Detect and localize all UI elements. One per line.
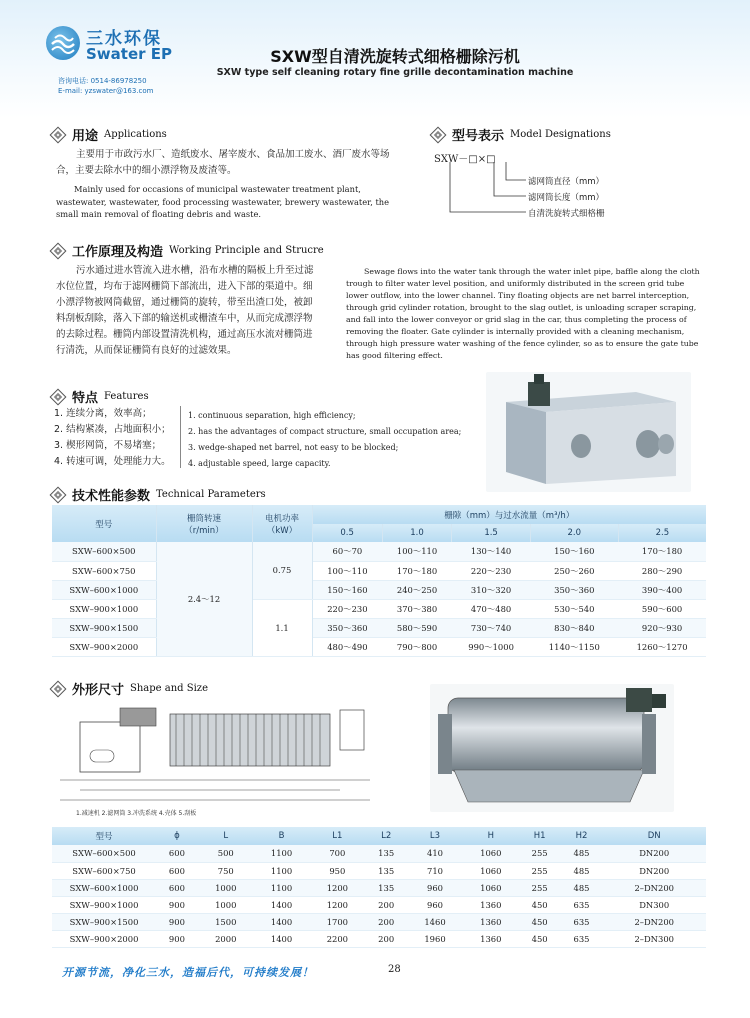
table-row [52, 879, 706, 896]
features-divider [180, 406, 182, 468]
shape-cell: 450 [519, 913, 561, 930]
tech-header-flow: 栅隙（mm）与过水流量（m³/h） [312, 505, 706, 524]
tech-cell-flow: 1260～1270 [618, 637, 706, 656]
shape-cell: 900 [156, 913, 198, 930]
table-row [52, 930, 706, 947]
model-label-diameter: 滤网筒直径（mm） [528, 177, 605, 187]
shape-cell: 2–DN300 [602, 930, 706, 947]
shape-cell: 900 [156, 896, 198, 913]
tech-cell-flow: 280～290 [618, 561, 706, 580]
diamond-bullet-icon [50, 126, 67, 143]
tech-cell-flow: 310～320 [452, 580, 531, 599]
shape-cell: 960 [407, 896, 463, 913]
shape-cell: 1960 [407, 930, 463, 947]
shape-cell: 2200 [309, 930, 365, 947]
shape-cell: 2000 [198, 930, 254, 947]
shape-cell: 635 [561, 913, 603, 930]
shape-cell: 135 [365, 845, 407, 862]
tech-cell-flow: 990～1000 [452, 637, 531, 656]
table-row [52, 580, 706, 599]
shape-cell: 1060 [463, 845, 519, 862]
shape-cell: 200 [365, 913, 407, 930]
tech-cell-model: SXW–600×500 [52, 542, 156, 561]
shape-cell: 485 [561, 879, 603, 896]
tech-cell-flow: 60～70 [312, 542, 382, 561]
shape-cell: SXW–600×750 [52, 862, 156, 879]
tech-cell-flow: 830～840 [530, 618, 618, 637]
tech-cell-flow: 370～380 [382, 599, 451, 618]
shape-cell: 750 [198, 862, 254, 879]
shape-cell: 485 [561, 845, 603, 862]
feature-item-cn: 4. 转速可调，处理能力大。 [54, 456, 171, 467]
shape-cell: 600 [156, 879, 198, 896]
tech-cell-flow: 170～180 [382, 561, 451, 580]
shape-header: L [198, 827, 254, 845]
tech-cell-model: SXW–900×1500 [52, 618, 156, 637]
tech-heading: 技术性能参数 Technical Parameters [50, 484, 266, 502]
shape-cell: 2–DN200 [602, 879, 706, 896]
diamond-bullet-icon [50, 680, 67, 697]
tech-cell-flow: 350～360 [312, 618, 382, 637]
shape-header: 型号 [52, 827, 156, 845]
tech-cell-flow: 480～490 [312, 637, 382, 656]
shape-cell: SXW–900×1000 [52, 896, 156, 913]
model-designation-lines [440, 162, 530, 222]
shape-cell: DN300 [602, 896, 706, 913]
shape-header: B [254, 827, 310, 845]
page-title-cn: SXW型自清洗旋转式细格栅除污机 [270, 47, 520, 66]
shape-cell: SXW–900×2000 [52, 930, 156, 947]
shape-cell: 700 [309, 845, 365, 862]
tech-cell-model: SXW–600×1000 [52, 580, 156, 599]
shape-cell: DN200 [602, 862, 706, 879]
shape-cell: 1000 [198, 896, 254, 913]
dimension-drawing [50, 700, 380, 812]
shape-cell: 1500 [198, 913, 254, 930]
shape-cell: 1200 [309, 896, 365, 913]
shape-cell: 1400 [254, 930, 310, 947]
feature-item-en: 2. has the advantages of compact structure, small occupation area; [188, 427, 462, 436]
logo-text-en: Swater EP [86, 45, 172, 63]
tech-parameters-table [52, 505, 706, 657]
diamond-bullet-icon [50, 388, 67, 405]
shape-cell: 485 [561, 862, 603, 879]
shape-header: DN [602, 827, 706, 845]
logo-text-cn: 三水环保 [86, 29, 162, 49]
shape-cell: 635 [561, 930, 603, 947]
feature-item-en: 3. wedge-shaped net barrel, not easy to be blocked; [188, 443, 399, 452]
shape-header: ϕ [156, 827, 198, 845]
shape-cell: 1700 [309, 913, 365, 930]
shape-cell: SXW–600×500 [52, 845, 156, 862]
tech-header-gap: 2.0 [530, 524, 618, 542]
shape-cell: 960 [407, 879, 463, 896]
contact-phone: 咨询电话: 0514-86978250 [58, 77, 147, 85]
shape-header: L3 [407, 827, 463, 845]
tech-cell-model: SXW–600×750 [52, 561, 156, 580]
shape-header: H1 [519, 827, 561, 845]
shape-cell: 255 [519, 879, 561, 896]
shape-cell: SXW–900×1500 [52, 913, 156, 930]
applications-text-cn: 主要用于市政污水厂、造纸废水、屠宰废水、食品加工废水、酒厂废水等场合，主要去除水中的细小漂浮物及废渣等。 [56, 149, 390, 176]
tech-cell-flow: 150～160 [312, 580, 382, 599]
tech-cell-flow: 580～590 [382, 618, 451, 637]
logo-emblem-icon [46, 26, 80, 60]
shape-cell: 255 [519, 862, 561, 879]
tech-cell-flow: 920～930 [618, 618, 706, 637]
tech-cell-flow: 470～480 [452, 599, 531, 618]
shape-cell: 200 [365, 930, 407, 947]
shape-cell: 2–DN200 [602, 913, 706, 930]
tech-cell-flow: 130～140 [452, 542, 531, 561]
tech-header-model: 型号 [52, 505, 156, 542]
page-number: 28 [388, 964, 401, 975]
shape-cell: 200 [365, 896, 407, 913]
shape-header: L2 [365, 827, 407, 845]
tech-cell-speed: 2.4～12 [156, 542, 252, 656]
shape-cell: 1000 [198, 879, 254, 896]
shape-cell: DN200 [602, 845, 706, 862]
applications-heading: 用途 Applications [50, 124, 167, 142]
tech-cell-flow: 530～540 [530, 599, 618, 618]
tech-header-speed: 栅筒转速 （r/min） [156, 505, 252, 542]
diamond-bullet-icon [50, 486, 67, 503]
shape-cell: 900 [156, 930, 198, 947]
tech-cell-flow: 220～230 [452, 561, 531, 580]
table-row [52, 637, 706, 656]
model-label-length: 滤网筒长度（mm） [528, 193, 605, 203]
feature-item-cn: 2. 结构紧凑，占地面积小； [54, 424, 171, 435]
shape-cell: 1100 [254, 845, 310, 862]
shape-cell: 950 [309, 862, 365, 879]
shape-cell: 710 [407, 862, 463, 879]
tech-header-gap: 2.5 [618, 524, 706, 542]
tech-cell-flow: 170～180 [618, 542, 706, 561]
shape-cell: 1060 [463, 862, 519, 879]
shape-cell: 450 [519, 930, 561, 947]
tech-header-gap: 1.0 [382, 524, 451, 542]
shape-cell: 1200 [309, 879, 365, 896]
tech-cell-flow: 100～110 [382, 542, 451, 561]
tech-header-power: 电机功率 （kW） [252, 505, 312, 542]
model-heading: 型号表示 Model Designations [430, 124, 611, 142]
shape-cell: 635 [561, 896, 603, 913]
shape-header: H [463, 827, 519, 845]
tech-cell-flow: 100～110 [312, 561, 382, 580]
table-row [52, 599, 706, 618]
tech-cell-power: 0.75 [252, 542, 312, 599]
contact-email: E-mail: yzswater@163.com [58, 87, 154, 95]
tech-cell-flow: 390～400 [618, 580, 706, 599]
feature-item-cn: 3. 楔形网筒，不易堵塞； [54, 440, 162, 451]
shape-cell: 600 [156, 845, 198, 862]
tech-cell-power: 1.1 [252, 599, 312, 656]
tech-cell-flow: 220～230 [312, 599, 382, 618]
shape-cell: 135 [365, 862, 407, 879]
tech-cell-flow: 730～740 [452, 618, 531, 637]
machine-photo-drum [430, 684, 674, 812]
machine-photo-box [486, 372, 691, 492]
diamond-bullet-icon [50, 242, 67, 259]
shape-size-table [52, 827, 706, 948]
tech-cell-model: SXW–900×2000 [52, 637, 156, 656]
footer-slogan: 开源节流，净化三水，造福后代，可持续发展！ [62, 966, 314, 979]
tech-cell-flow: 350～360 [530, 580, 618, 599]
table-row [52, 561, 706, 580]
features-heading: 特点 Features [50, 386, 149, 404]
shape-cell: 450 [519, 896, 561, 913]
page-title-en: SXW type self cleaning rotary fine grille decontamination machine [216, 67, 574, 78]
table-row [52, 862, 706, 879]
tech-header-gap: 1.5 [452, 524, 531, 542]
features-list-en [188, 408, 461, 472]
shape-cell: 1100 [254, 862, 310, 879]
tech-cell-model: SXW–900×1000 [52, 599, 156, 618]
table-row [52, 618, 706, 637]
shape-cell: 1460 [407, 913, 463, 930]
shape-cell: 500 [198, 845, 254, 862]
shape-cell: 600 [156, 862, 198, 879]
table-row [52, 845, 706, 862]
model-code: SXW－□×□ [434, 154, 496, 165]
shape-cell: 1360 [463, 930, 519, 947]
shape-cell: 1360 [463, 896, 519, 913]
feature-item-en: 4. adjustable speed, large capacity. [188, 459, 331, 468]
diamond-bullet-icon [430, 126, 447, 143]
shape-cell: 1360 [463, 913, 519, 930]
model-label-type: 自清洗旋转式细格栅 [528, 209, 605, 219]
tech-cell-flow: 250～260 [530, 561, 618, 580]
table-row [52, 913, 706, 930]
shape-cell: 410 [407, 845, 463, 862]
shape-cell: 1400 [254, 913, 310, 930]
table-row [52, 542, 706, 561]
shape-header: H2 [561, 827, 603, 845]
shape-cell: 1400 [254, 896, 310, 913]
principle-text-en: Sewage flows into the water tank through the water inlet pipe, baffle along the cloth trough to filter water level position, and uniformly distributed in the screen grid tube lower outflow, into the lower channel. Tiny floating objects are net barrel interception, through grid cylinder rotation, brought to the slag outlet, is unloading scraper scraping, and fall into the lower conveyor or grid slag in the car, thus completing the process of removing the floater. Gate cylinder is internally provided with a cleaning mechanism, through high pressure water washing of the fence cylinder, so as to ensure the gate tube has good filtering effect. [346, 267, 700, 360]
principle-heading: 工作原理及构造 Working Principle and Strucre [50, 240, 324, 258]
feature-item-cn: 1. 连续分离，效率高； [54, 408, 152, 419]
applications-text-en: Mainly used for occasions of municipal wastewater treatment plant, wastewater, wastewater, food processing wastewater, brewery wastewater, the small main removal of floating debris and waste. [56, 184, 390, 219]
shape-cell: 255 [519, 845, 561, 862]
shape-header: L1 [309, 827, 365, 845]
shape-cell: 1060 [463, 879, 519, 896]
tech-cell-flow: 1140～1150 [530, 637, 618, 656]
table-row [52, 896, 706, 913]
shape-cell: SXW–600×1000 [52, 879, 156, 896]
tech-cell-flow: 150～160 [530, 542, 618, 561]
tech-cell-flow: 240～250 [382, 580, 451, 599]
drawing-caption: 1.减速机 2.滤网筒 3.冲洗系统 4.壳体 5.刮板 [76, 810, 197, 817]
company-logo [46, 24, 206, 64]
tech-cell-flow: 590～600 [618, 599, 706, 618]
shape-cell: 135 [365, 879, 407, 896]
tech-cell-flow: 790～800 [382, 637, 451, 656]
principle-text-cn: 污水通过进水管流入进水槽，沿布水槽的隔板上升至过滤水位位置，均布于滤网栅筒下部流出，进入下部的渠道中。细小漂浮物被网筒截留，通过栅筒的旋转，带至出渣口处，被卸料刮板刮除，落入下部的输送机或栅渣车中，从而完成漂浮物的去除过程。栅筒内部设置清洗机构，通过高压水流对栅筒进行清洗，从而保证栅筒有良好的过滤效果。 [56, 265, 314, 356]
features-list-cn [54, 406, 171, 470]
shape-heading: 外形尺寸 Shape and Size [50, 678, 208, 696]
tech-header-gap: 0.5 [312, 524, 382, 542]
shape-cell: 1100 [254, 879, 310, 896]
feature-item-en: 1. continuous separation, high efficiency; [188, 411, 356, 420]
